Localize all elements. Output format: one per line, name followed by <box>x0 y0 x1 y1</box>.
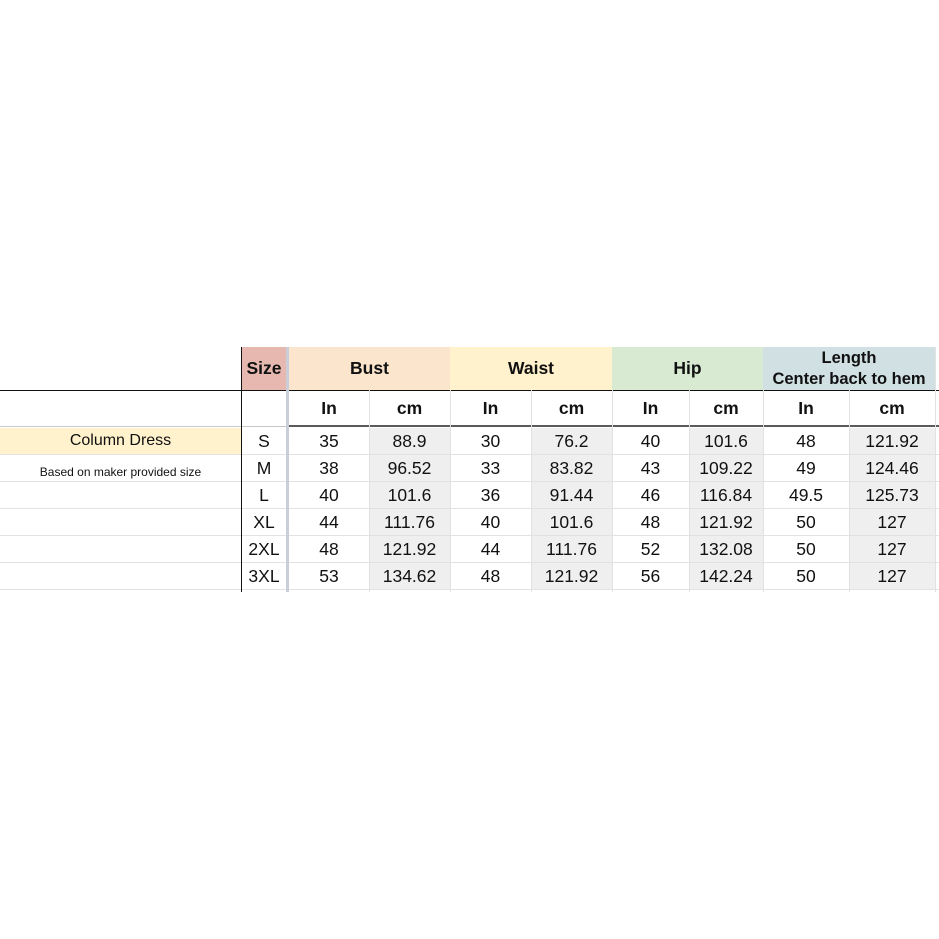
value-cell: 40 <box>480 512 501 532</box>
value-cell: 50 <box>796 539 816 559</box>
value-cell: 33 <box>480 458 501 478</box>
value-cell: 101.6 <box>369 482 450 509</box>
value-cell: 121.92 <box>689 509 763 536</box>
size-cell: M <box>256 458 272 478</box>
value-cell: 127 <box>849 563 935 590</box>
length-title: Length <box>821 348 877 367</box>
size-header: Size <box>242 347 286 390</box>
value-cell: 46 <box>640 485 661 505</box>
value-cell: 44 <box>319 512 339 532</box>
value-cell: 53 <box>319 566 339 586</box>
size-divider <box>286 347 289 592</box>
label-divider <box>241 347 242 592</box>
group-header-length <box>763 347 935 390</box>
value-cell: 48 <box>319 539 339 559</box>
column-divider <box>450 390 451 592</box>
column-divider <box>369 390 370 592</box>
value-cell: 124.46 <box>849 455 935 482</box>
value-cell: 142.24 <box>689 563 763 590</box>
product-note: Based on maker provided size <box>39 464 202 479</box>
value-cell: 83.82 <box>531 455 612 482</box>
value-cell: 38 <box>319 458 339 478</box>
column-divider <box>689 390 690 592</box>
value-cell: 125.73 <box>849 482 935 509</box>
value-cell: 121.92 <box>369 536 450 563</box>
value-cell: 40 <box>640 431 661 451</box>
value-cell: 127 <box>849 536 935 563</box>
value-cell: 88.9 <box>369 428 450 455</box>
row-divider <box>0 589 939 590</box>
value-cell: 36 <box>480 485 501 505</box>
value-cell: 49.5 <box>788 485 824 505</box>
value-cell: 52 <box>640 539 661 559</box>
size-cell: 3XL <box>248 566 280 586</box>
row-divider <box>0 454 939 455</box>
group-header-hip: Hip <box>612 347 763 390</box>
value-cell: 30 <box>480 431 501 451</box>
value-cell: 50 <box>796 566 816 586</box>
unit-header-2: In <box>482 398 499 418</box>
value-cell: 134.62 <box>369 563 450 590</box>
value-cell: 111.76 <box>369 509 450 536</box>
group-header-waist: Waist <box>450 347 612 390</box>
value-cell: 76.2 <box>531 428 612 455</box>
value-cell: 121.92 <box>849 428 935 455</box>
value-cell: 44 <box>480 539 501 559</box>
value-cell: 121.92 <box>531 563 612 590</box>
unit-header-4: In <box>642 398 659 418</box>
value-cell: 56 <box>640 566 661 586</box>
column-divider <box>612 390 613 592</box>
unit-header-6: In <box>798 398 814 418</box>
value-cell: 50 <box>796 512 816 532</box>
group-header-bust: Bust <box>289 347 450 390</box>
row-divider <box>0 508 939 509</box>
value-cell: 91.44 <box>531 482 612 509</box>
value-cell: 96.52 <box>369 455 450 482</box>
size-chart <box>0 347 939 592</box>
row-divider <box>0 535 939 536</box>
unit-header-5: cm <box>713 398 739 418</box>
value-cell: 35 <box>319 431 339 451</box>
value-cell: 132.08 <box>689 536 763 563</box>
size-cell: L <box>259 485 269 505</box>
product-name: Column Dress <box>0 428 241 454</box>
row-divider <box>0 562 939 563</box>
value-cell: 127 <box>849 509 935 536</box>
header-divider <box>0 390 939 391</box>
value-cell: 40 <box>319 485 339 505</box>
value-cell: 48 <box>640 512 661 532</box>
row-divider <box>0 481 939 482</box>
size-cell: 2XL <box>248 539 280 559</box>
value-cell: 101.6 <box>689 428 763 455</box>
value-cell: 111.76 <box>531 536 612 563</box>
column-divider <box>935 347 936 592</box>
value-cell: 116.84 <box>689 482 763 509</box>
value-cell: 48 <box>796 431 816 451</box>
unit-header-7: cm <box>879 398 905 418</box>
value-cell: 48 <box>480 566 501 586</box>
column-divider <box>531 390 532 592</box>
length-subtitle: Center back to hem <box>772 369 926 388</box>
value-cell: 43 <box>640 458 661 478</box>
column-divider <box>849 390 850 592</box>
size-cell: S <box>258 431 270 451</box>
column-divider <box>763 390 764 592</box>
value-cell: 49 <box>796 458 816 478</box>
unit-header-3: cm <box>558 398 585 418</box>
unit-header-0: In <box>321 398 337 418</box>
size-cell: XL <box>253 512 275 532</box>
unit-header-1: cm <box>396 398 423 418</box>
value-cell: 109.22 <box>689 455 763 482</box>
value-cell: 101.6 <box>531 509 612 536</box>
unit-divider-left <box>0 426 289 427</box>
unit-divider <box>289 425 939 427</box>
